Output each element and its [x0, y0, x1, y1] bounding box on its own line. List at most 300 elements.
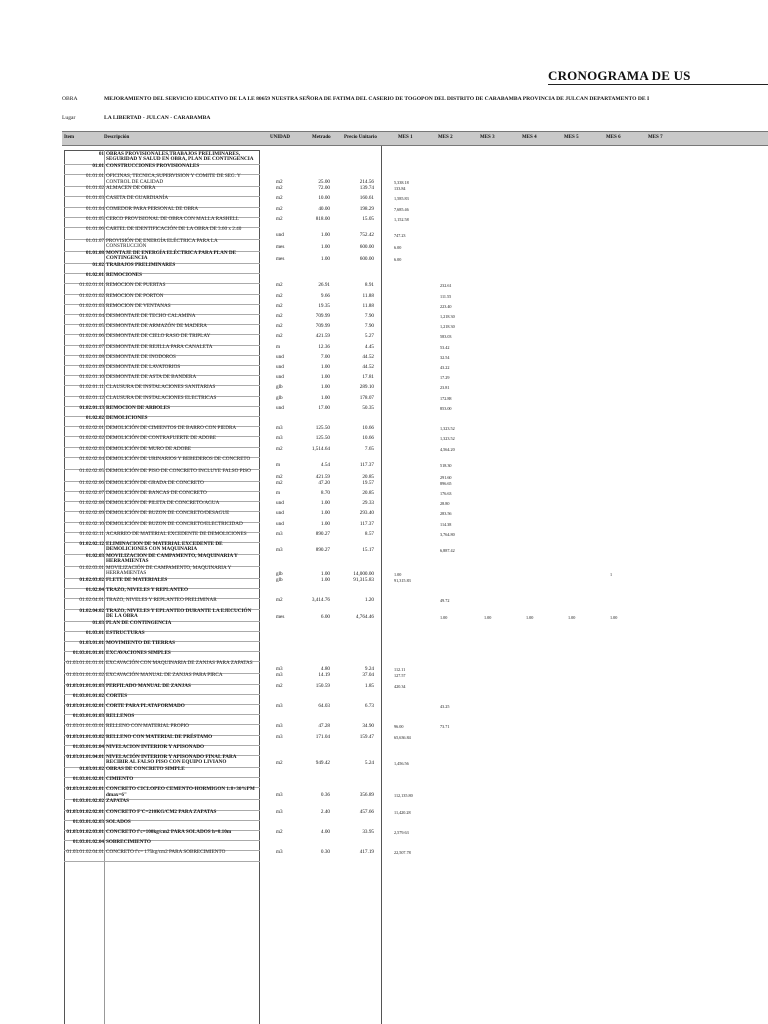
cell-desc: PERFILADO MANUAL DE ZANJAS	[106, 682, 191, 689]
header-mes-5: MES 5	[564, 135, 579, 140]
cell-price: 37.04	[362, 672, 374, 679]
cell-m2: 518.30	[440, 462, 452, 468]
cell-item: 01.03.01.02.02	[72, 798, 104, 805]
table-header	[62, 131, 768, 146]
cell-qty: 709.99	[315, 323, 330, 330]
cell-unit: m3	[276, 425, 283, 432]
cell-unit: mes	[276, 613, 285, 620]
cell-price: 44.52	[362, 364, 374, 370]
table-body	[64, 150, 768, 1024]
cell-item: 01.01.05	[85, 215, 104, 222]
cell-qty: 4.00	[320, 829, 330, 835]
cell-m1: 1,152.58	[394, 216, 409, 222]
cell-desc: TRAZO, NIVELES Y REPLANTEO PRELIMINAR	[106, 597, 217, 604]
cell-desc: OFICINAS, TECNICA,SUPERVISION Y COMITE DE SEG. Y CONTROL DE CALIDAD	[106, 173, 241, 185]
cell-unit: m2	[276, 282, 283, 289]
cell-item: 01.02.01.13	[79, 404, 104, 411]
cell-m2: 6,887.42	[440, 548, 455, 553]
cell-m2: 4,564.20	[440, 446, 455, 452]
lugar-value: LA LIBERTAD - JULCAN - CARABAMBA	[104, 115, 211, 121]
cell-item: 01.02.01.07	[79, 343, 104, 350]
cell-item: 01.03.01.02.02.01	[66, 808, 104, 815]
table-row	[64, 186, 768, 196]
cell-item: 01.02	[92, 262, 104, 268]
cell-unit: m2	[276, 445, 283, 452]
cell-price: 10.66	[362, 435, 374, 442]
table-row	[64, 609, 768, 621]
cell-m1: 747.23	[394, 233, 406, 238]
cell-qty: 1.00	[320, 244, 330, 250]
cell-desc: MOVIMIENTO DE TIERRAS	[106, 640, 175, 646]
cell-item: 01.02.01.03	[79, 302, 104, 309]
header-mes-7: MES 7	[648, 135, 663, 140]
cell-unit: und	[276, 364, 284, 370]
cell-desc: DEMOLICIÓN DE BANCAS DE CONCRETO	[106, 490, 207, 496]
cell-desc: ZAPATAS	[106, 798, 130, 805]
cell-qty: 421.59	[315, 333, 330, 340]
cell-desc: EXCAVACIÓN MANUAL DE ZANJAS PARA PIRCA	[106, 672, 223, 679]
cell-price: 117.37	[359, 520, 374, 527]
table-row	[64, 787, 768, 799]
cell-item: 01.02.01.12	[79, 394, 104, 401]
cell-price: 11.88	[362, 302, 374, 309]
cell-price: 1.20	[364, 597, 374, 604]
cell-desc: OBRAS PROVISIONALES,TRABAJOS PRELIMINARES, SEGURIDAD Y SALUD EN OBRA, PLAN DE CONTINGENCIA	[106, 151, 254, 163]
cell-price: 10.66	[362, 425, 374, 432]
cell-unit: m3	[276, 792, 283, 799]
cell-desc: CERCO PROVISIONAL DE OBRA CON MALLA RASHELL	[106, 215, 239, 222]
cell-qty: 64.03	[318, 703, 330, 709]
cell-desc: REMOCION DE VENTANAS	[106, 302, 171, 309]
cell-m1: 1,456.56	[394, 761, 409, 766]
cell-m3: 1.00	[484, 614, 492, 620]
cell-m1: 22,507.78	[394, 850, 411, 856]
cell-m2: 114.38	[440, 521, 452, 527]
header-mes-1: MES 1	[398, 135, 413, 140]
cell-unit: glb	[276, 384, 283, 391]
table-row	[64, 263, 768, 273]
cell-price: 7.90	[364, 313, 374, 319]
cell-unit: m2	[276, 597, 283, 604]
header-mes-6: MES 6	[606, 135, 621, 140]
cell-item: 01.02.02.06	[79, 479, 104, 486]
cell-m2: 1.00	[440, 614, 448, 620]
cell-item: 01.01	[92, 163, 104, 169]
cell-item: 01.02.01.06	[79, 333, 104, 340]
cell-unit: m2	[276, 829, 283, 835]
cell-qty: 1.00	[320, 500, 330, 507]
cell-qty: 949.42	[315, 760, 330, 766]
cell-price: 20.85	[362, 473, 374, 480]
cell-desc: CARTEL DE IDENTIFICACIÓN DE LA OBRA DE 3.60 x 2.40	[106, 226, 242, 232]
cell-desc: NIVELACION INTERIOR Y APISONADO	[106, 743, 205, 750]
cell-item: 01.03.01.01.02.01	[66, 703, 104, 709]
cell-desc: PLAN DE CONTINGENCIA	[106, 619, 172, 626]
cell-unit: m3	[276, 666, 283, 673]
cell-price: 159.47	[359, 733, 374, 740]
cell-desc: DEMOLICIÓN DE CIMIENTOS DE BARRO CON PIEDRA	[106, 425, 237, 432]
cell-desc: DEMOLICIÓN DE CONTRAFUERTE DE ADOBE	[106, 435, 217, 442]
cell-item: 01.01.08	[85, 250, 104, 256]
cell-unit: mes	[276, 244, 285, 250]
cell-unit: glb	[276, 394, 283, 401]
cell-item: 01.02.02.07	[79, 490, 104, 496]
cell-desc: PROVISIÓN DE ENERGÍA ELÉCTRICA PARA LA CONSTRUCCIÓN	[106, 238, 218, 250]
cell-price: 160.61	[359, 195, 374, 202]
cell-item: 01.02.01.10	[79, 374, 104, 381]
cell-item: 01.02.04	[85, 587, 104, 594]
cell-desc: ACARREO DE MATERIAL EXCEDENTE DE DEMOLICIONES	[106, 530, 247, 537]
cell-unit: m3	[276, 808, 283, 815]
cell-desc: TRAZO, NIVELES Y REPLANTEO	[106, 587, 189, 594]
cell-item: 01.02.04.02	[79, 607, 104, 614]
cell-desc: REMOCION DE PORTON	[106, 292, 164, 299]
cell-desc: DESMONTAJE DE TECHO CALAMINA	[106, 313, 196, 319]
cell-desc: CONSTRUCCIONES PROVISIONALES	[106, 163, 200, 169]
cell-m1: 91,315.83	[394, 578, 411, 583]
cell-price: 139.74	[359, 185, 374, 192]
cell-price: 9.24	[364, 666, 374, 673]
cell-unit: m3	[276, 849, 283, 856]
cell-item: 01.03.01.01.03.02	[66, 733, 104, 740]
cell-m2: 853.00	[440, 405, 452, 411]
cell-qty: 1.00	[320, 520, 330, 527]
cell-qty: 1.00	[320, 394, 330, 401]
cell-unit: m2	[276, 292, 283, 299]
cell-unit: m2	[276, 333, 283, 340]
table-row	[64, 283, 768, 293]
cell-m2: 172.88	[440, 395, 452, 401]
cell-item: 01.03	[92, 619, 104, 626]
cell-qty: 19.35	[318, 302, 330, 309]
obra-label: OBRA	[62, 96, 78, 102]
cell-item: 01.01.07	[85, 238, 104, 244]
cell-m2: 32.54	[440, 354, 450, 360]
cell-item: 01.03.01.01.01	[72, 650, 104, 657]
cell-desc: MOVILIZACIÓN DE CAMPAMENTO, MAQUINARIA Y HERRAMIENTAS	[106, 565, 232, 577]
cell-desc: DESMONTAJE DE ARMAZÓN DE MADERA	[106, 323, 208, 330]
cell-m2: 232.61	[440, 283, 452, 289]
cell-desc: REMOCION DE ARBOLES	[106, 404, 170, 411]
cell-unit: und	[276, 520, 284, 527]
table-row	[64, 704, 768, 714]
cell-m1: 127.57	[394, 673, 406, 679]
cell-qty: 47.20	[318, 479, 330, 486]
cell-unit: m	[276, 343, 281, 350]
table-row	[64, 850, 768, 860]
cell-unit: m2	[276, 205, 283, 212]
cell-desc: FLETE DE MATERIALES	[106, 577, 168, 583]
header-mes-4: MES 4	[522, 135, 537, 140]
cell-unit: und	[276, 404, 284, 411]
cell-desc: REMOCION DE PUERTAS	[106, 282, 166, 289]
cell-m1: 1,585.83	[394, 196, 409, 202]
cell-item: 01.03.01.02.04.01	[66, 849, 104, 856]
cell-m1: 5,338.18	[394, 180, 409, 186]
cell-m2: 896.65	[440, 480, 452, 486]
cell-desc: CONCRETO CICLOPEO CEMENTO-HORMIGON 1:8+30%PM dmax=6"	[106, 786, 255, 798]
cell-price: 8.91	[364, 282, 374, 289]
cell-price: 44.52	[362, 353, 374, 360]
cell-qty: 125.50	[315, 425, 330, 432]
cell-unit: m3	[276, 547, 283, 553]
cell-price: 600.00	[359, 256, 374, 262]
cell-m1: 133.84	[394, 186, 406, 192]
cell-desc: MONTAJE DE ENERGÍA ELÉCTRICA PARA PLAN DE CONTINGENCIA	[106, 250, 237, 262]
cell-desc: DESMONTAJE DE CIELO RASO DE TRIPLAY	[106, 333, 211, 340]
cell-qty: 12.36	[318, 343, 330, 350]
cell-desc: RELLENO CON MATERIAL PROPIO	[106, 723, 189, 730]
cell-desc: RELLENO CON MATERIAL DE PRÉSTAMO	[106, 733, 213, 740]
cell-qty: 171.04	[315, 733, 330, 740]
cell-m2: 3,764.80	[440, 531, 455, 537]
cell-unit: m2	[276, 195, 283, 202]
cell-qty: 818.00	[315, 215, 330, 222]
cell-item: 01.02.02.08	[79, 500, 104, 507]
cell-desc: TRABAJOS PRELIMINARES	[106, 262, 176, 268]
cell-desc: MOVILIZACION DE CAMPAMENTO, MAQUINARIA Y HERRAMIENTAS	[106, 553, 238, 565]
cell-qty: 1.00	[320, 577, 330, 583]
cell-item: 01.01.02	[85, 185, 104, 192]
cell-item: 01.02.02.04	[79, 455, 104, 462]
cell-desc: EXCAVACIONES SIMPLES	[106, 650, 171, 657]
cell-item: 01.02.02.05	[79, 467, 104, 474]
cell-unit: glb	[276, 577, 283, 583]
cell-item: 01.03.01.01.04.01	[66, 754, 104, 760]
cell-qty: 1.00	[320, 256, 330, 262]
table-row	[64, 174, 768, 186]
cell-item: 01.02.02.12	[79, 541, 104, 547]
cell-item: 01.02.03.02	[79, 577, 104, 583]
cell-price: 752.42	[359, 232, 374, 238]
cell-desc: ALMACEN DE OBRA	[106, 185, 156, 192]
cell-price: 5.24	[364, 760, 374, 766]
cell-unit: m3	[276, 530, 283, 537]
cell-desc: DEMOLICIÓN DE BUZON DE CONCRETO/ELECTRICIDAD	[106, 520, 243, 527]
cell-desc: DEMOLICIONES	[106, 415, 148, 421]
cell-m2: 23.81	[440, 385, 450, 391]
cell-m2: 43.22	[440, 365, 450, 370]
cell-qty: 0.30	[320, 849, 330, 856]
cell-m2: 223.40	[440, 303, 452, 309]
table-row	[64, 566, 768, 578]
cell-price: 34.90	[362, 723, 374, 730]
page-title: CRONOGRAMA DE US	[548, 68, 691, 83]
cell-m2: 43.25	[440, 704, 450, 709]
cell-desc: RELLENOS	[106, 713, 135, 720]
cell-item: 01.02.04.01	[79, 597, 104, 604]
header-item: Item	[64, 135, 74, 140]
cell-price: 356.89	[359, 792, 374, 799]
cell-desc: DEMOLICIÓN DE URINARIOS Y BEBEDEROS DE CONCRETO	[106, 455, 251, 462]
cell-item: 01.02.01.04	[79, 313, 104, 319]
cell-unit: m3	[276, 435, 283, 442]
cell-m2: 291.60	[440, 474, 452, 480]
table-row	[64, 621, 768, 631]
table-row	[64, 810, 768, 820]
cell-price: 29.33	[362, 500, 374, 507]
cell-price: 214.56	[359, 179, 374, 186]
cell-item: 01.02.01.09	[79, 364, 104, 370]
cell-item: 01.02.02.11	[79, 530, 104, 537]
cell-item: 01.02.02	[85, 415, 104, 421]
cell-m2: 1,323.52	[440, 426, 455, 432]
cell-price: 457.66	[359, 808, 374, 815]
cell-qty: 890.27	[315, 547, 330, 553]
cell-m1: 2,579.63	[394, 830, 409, 835]
cell-item: 01.02.01	[85, 272, 104, 279]
cell-unit: m3	[276, 733, 283, 740]
cell-desc: ESTRUCTURAS	[106, 629, 145, 636]
cell-item: 01.03.01.01.03.01	[66, 723, 104, 730]
cell-desc: CORTES	[106, 692, 128, 699]
cell-desc: CIMIENTO	[106, 776, 134, 783]
cell-desc: TRAZO, NIVELES Y EPLANTEO DURANTE LA EJECUCIÓN DE LA OBRA	[106, 607, 252, 619]
cell-unit: m2	[276, 479, 283, 486]
cell-desc: CONCRETO F'C=210KG/CM2 PARA ZAPATAS	[106, 808, 217, 815]
cell-m6: 1.00	[610, 614, 618, 620]
cell-desc: DEMOLICIÓN DE BUZON DE CONCRETO/DESAGUE	[106, 510, 230, 517]
cell-unit: m2	[276, 473, 283, 480]
cell-m1: 420.34	[394, 683, 406, 689]
cell-unit: m2	[276, 179, 283, 186]
table-row	[64, 273, 768, 283]
cell-item: 01.03.01.01.02	[72, 692, 104, 699]
cell-item: 01.02.01.01	[79, 282, 104, 289]
cell-m2: 1,218.30	[440, 314, 455, 319]
cell-item: 01.02.01.11	[79, 384, 104, 391]
cell-item: 01.03.01.01	[79, 640, 104, 646]
cell-m1: 11,420.28	[394, 809, 411, 815]
cell-qty: 26.91	[318, 282, 330, 289]
cell-price: 15.05	[362, 215, 374, 222]
cell-qty: 1,514.64	[311, 445, 330, 452]
row-divider	[64, 861, 260, 862]
cell-price: 117.37	[359, 461, 374, 468]
cell-item: 01.01.03	[85, 195, 104, 202]
header-unidad: UNIDAD	[270, 135, 290, 140]
cell-qty: 890.27	[315, 530, 330, 537]
cell-qty: 25.00	[318, 179, 330, 186]
cell-unit: und	[276, 374, 284, 381]
cell-unit: m2	[276, 313, 283, 319]
cell-item: 01.01.04	[85, 205, 104, 212]
cell-desc: DEMOLICIÓN DE PILETA DE CONCRETO/AGUA	[106, 500, 220, 507]
header-precio-unitario: Precio Unitario	[344, 135, 377, 140]
cell-unit: und	[276, 500, 284, 507]
cell-m1: 6.00	[394, 245, 402, 250]
cell-m1: 96.00	[394, 724, 404, 730]
cell-qty: 709.99	[315, 313, 330, 319]
cell-desc: DEMOLICIÓN DE MURO DE ADOBE	[106, 445, 192, 452]
cell-unit: m2	[276, 682, 283, 689]
cell-item: 01.03.01.01.04	[72, 743, 104, 750]
cell-qty: 2.40	[320, 808, 330, 815]
cell-qty: 4.80	[320, 666, 330, 673]
cell-m1: 1.00	[394, 572, 402, 577]
cell-item: 01.01.06	[85, 226, 104, 232]
cell-qty: 4.54	[320, 461, 330, 468]
cell-price: 6.73	[364, 703, 374, 709]
cell-m2: 73.71	[440, 724, 450, 730]
cell-qty: 1.00	[320, 374, 330, 381]
cell-unit: und	[276, 510, 284, 517]
cell-m6: 1	[610, 572, 613, 577]
cell-price: 7.90	[364, 323, 374, 330]
cell-item: 01.02.03	[85, 553, 104, 559]
cell-desc: REMOCIONES	[106, 272, 143, 279]
cell-qty: 17.00	[318, 404, 330, 411]
cell-price: 417.19	[359, 849, 374, 856]
cell-desc: DEMOLICIÓN DE GRADA DE CONCRETO	[106, 479, 204, 486]
cell-price: 7.65	[364, 445, 374, 452]
cell-price: 33.95	[362, 829, 374, 835]
cell-item: 01.03.01	[85, 629, 104, 636]
cell-price: 17.81	[362, 374, 374, 381]
cell-desc: CLAUSURA DE INSTALACIONES SANITARIAS	[106, 384, 216, 391]
cell-m1: 112,135.80	[394, 793, 413, 799]
cell-price: 4.45	[364, 343, 374, 350]
cell-desc: CORTE PARA PLATAFORMADO	[106, 703, 185, 709]
cell-price: 19.57	[362, 479, 374, 486]
cell-qty: 150.59	[315, 682, 330, 689]
cell-unit: m3	[276, 703, 283, 709]
cell-m2: 283.56	[440, 511, 452, 517]
cell-desc: ELIMINACION DE MATERIAL EXCEDENTE DE DEMOLICIONES CON MAQUINARIA	[106, 541, 223, 553]
obra-value: MEJORAMIENTO DEL SERVICIO EDUCATIVO DE LA I.E 80659 NUESTRA SEÑORA DE FATIMA DEL CASERIO DE TOGOPON DEL DISTRITO DE CARABAMBA PROVINCIA DE JULCAN DEPARTAMENTO DE I	[104, 96, 650, 102]
cell-price: 20.85	[362, 490, 374, 496]
cell-unit: m2	[276, 185, 283, 192]
cell-item: 01.03.01.02	[79, 766, 104, 772]
cell-m1: 6.00	[394, 257, 402, 262]
cell-m2: 111.55	[440, 293, 452, 299]
cell-item: 01.03.01.01.01.03	[66, 682, 104, 689]
cell-qty: 9.66	[320, 292, 330, 299]
cell-m2: 1,323.52	[440, 436, 455, 442]
cell-m1: 112.11	[394, 667, 406, 673]
cell-qty: 125.50	[315, 435, 330, 442]
cell-item: 01.02.02.09	[79, 510, 104, 517]
cell-item: 01.03.01.01.01.02	[66, 672, 104, 679]
cell-price: 198.29	[359, 205, 374, 212]
cell-m2: 53.42	[440, 344, 450, 350]
cell-m4: 1.00	[526, 614, 534, 620]
cell-item: 01.02.03.01	[79, 565, 104, 571]
cell-m2: 28.80	[440, 501, 450, 507]
cell-m1: 65,636.84	[394, 734, 411, 740]
cell-desc: SOLADOS	[106, 818, 131, 825]
cell-item: 01.02.02.01	[79, 425, 104, 432]
cell-m5: 1.00	[568, 614, 576, 620]
cell-qty: 72.00	[318, 185, 330, 192]
cell-qty: 6.00	[320, 613, 330, 620]
cell-unit: m	[276, 461, 281, 468]
cell-qty: 40.00	[318, 205, 330, 212]
cell-item: 01.03.01.02.01	[72, 776, 104, 783]
cell-item: 01.02.02.03	[79, 445, 104, 452]
cell-qty: 1.00	[320, 571, 330, 577]
cell-qty: 1.00	[320, 510, 330, 517]
cell-price: 11.88	[362, 292, 374, 299]
cell-price: 1.85	[364, 682, 374, 689]
cell-unit: m	[276, 490, 281, 496]
cell-desc: DESMONTAJE DE LAVATORIOS	[106, 364, 181, 370]
cell-m2: 176.63	[440, 491, 452, 496]
cell-unit: m2	[276, 760, 283, 766]
cell-item: 01.02.01.08	[79, 353, 104, 360]
header-mes-2: MES 2	[438, 135, 453, 140]
cell-unit: mes	[276, 256, 285, 262]
